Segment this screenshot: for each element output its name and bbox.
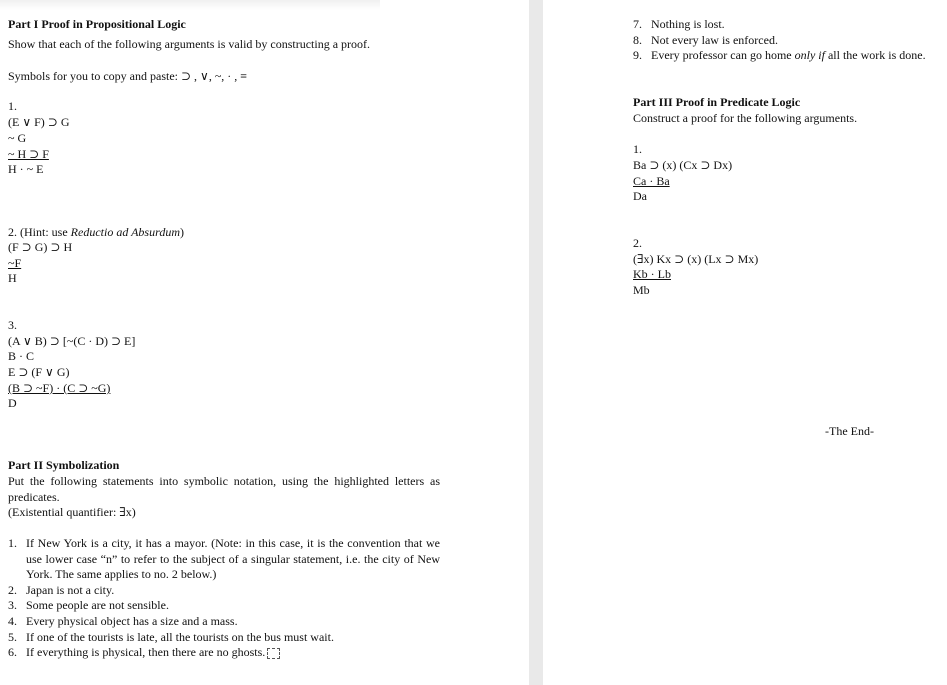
p3-premise-4: (B ⊃ ~F) · (C ⊃ ~G) [8,381,111,395]
list-item-text: If everything is physical, then there are no ghosts. [26,645,266,659]
list-item [8,583,114,599]
list-item-text: If New York is a city, it has a mayor. (Note: in this case, it is the convention that we use lower case “n” to refer to the subject of a singular statement, i.e. the city of New York. The same applies to no. 2 below.) [26,536,440,582]
list-item-text-italic: only if [794,48,825,62]
p2-prefix: 2. (Hint: use [8,225,71,239]
p3-conclusion: D [8,396,17,410]
part2-existential-note: (Existential quantifier: ∃x) [8,505,136,519]
list-item [8,614,238,630]
list-item-text: Japan is not a city. [26,583,115,597]
pp2-number: 2. [633,236,642,250]
list-item-text-post: all the work is done. [824,48,926,62]
pp2-premise-2: Kb · Lb [633,267,671,281]
list-item-number: 4. [8,614,17,628]
part1-instruction: Show that each of the following arguments is valid by constructing a proof. [8,37,371,51]
pp1-premise-2: Ca · Ba [633,174,670,188]
list-item-text: Some people are not sensible. [26,598,169,612]
symbols-line: Symbols for you to copy and paste: ⊃ , ∨, ~, · , ≡ [8,69,248,83]
part2-heading: Part II Symbolization [8,458,120,472]
p1-number: 1. [8,99,17,113]
list-item [8,598,169,614]
list-item-number: 7. [633,17,642,31]
list-item-text: If one of the tourists is late, all the tourists on the bus must wait. [26,630,334,644]
list-item [8,536,440,583]
p3-number: 3. [8,318,17,332]
part1-heading: Part I Proof in Propositional Logic [8,17,186,31]
list-item-text-pre: Every professor can go home [651,48,795,62]
p1-premise-1: (E ∨ F) ⊃ G [8,115,70,129]
p2-suffix: ) [180,225,184,239]
list-item-number: 8. [633,33,642,47]
p2-premise-1: (F ⊃ G) ⊃ H [8,240,73,254]
p2-premise-2: ~F [8,256,22,270]
page-top-shadow [0,0,380,10]
list-item [633,17,725,33]
p2-hint-italic: Reductio ad Absurdum [70,225,180,239]
list-item-number: 5. [8,630,17,644]
document-page-right [543,0,947,685]
list-item-text: Every physical object has a size and a mass. [26,614,238,628]
p2-heading [8,225,184,241]
list-item-text: Not every law is enforced. [651,33,778,47]
list-item [633,33,778,49]
list-item-number: 2. [8,583,17,597]
part3-heading: Part III Proof in Predicate Logic [633,95,801,109]
list-item-number: 6. [8,645,17,659]
list-item [8,630,334,646]
pp2-premise-1: (∃x) Kx ⊃ (x) (Lx ⊃ Mx) [633,252,759,266]
placeholder-box-icon [267,648,280,659]
p1-conclusion: H · ~ E [8,162,44,176]
p1-premise-2: ~ G [8,131,27,145]
part2-instruction: Put the following statements into symbolic notation, using the highlighted letters as predicates. [8,474,440,504]
p2-conclusion: H [8,271,17,285]
list-item-number: 3. [8,598,17,612]
pp1-number: 1. [633,142,642,156]
part3-instruction: Construct a proof for the following arguments. [633,111,858,125]
p3-premise-2: B · C [8,349,35,363]
end-text: -The End- [825,424,874,438]
pp2-conclusion: Mb [633,283,650,297]
list-item-number: 9. [633,48,642,62]
p3-premise-1: (A ∨ B) ⊃ [~(C · D) ⊃ E] [8,334,136,348]
list-item-number: 1. [8,536,17,550]
p3-premise-3: E ⊃ (F ∨ G) [8,365,70,379]
p1-premise-3: ~ H ⊃ F [8,147,49,161]
list-item [633,48,926,64]
pp1-conclusion: Da [633,189,647,203]
list-item-text: Nothing is lost. [651,17,725,31]
list-item [8,645,280,661]
pp1-premise-1: Ba ⊃ (x) (Cx ⊃ Dx) [633,158,733,172]
